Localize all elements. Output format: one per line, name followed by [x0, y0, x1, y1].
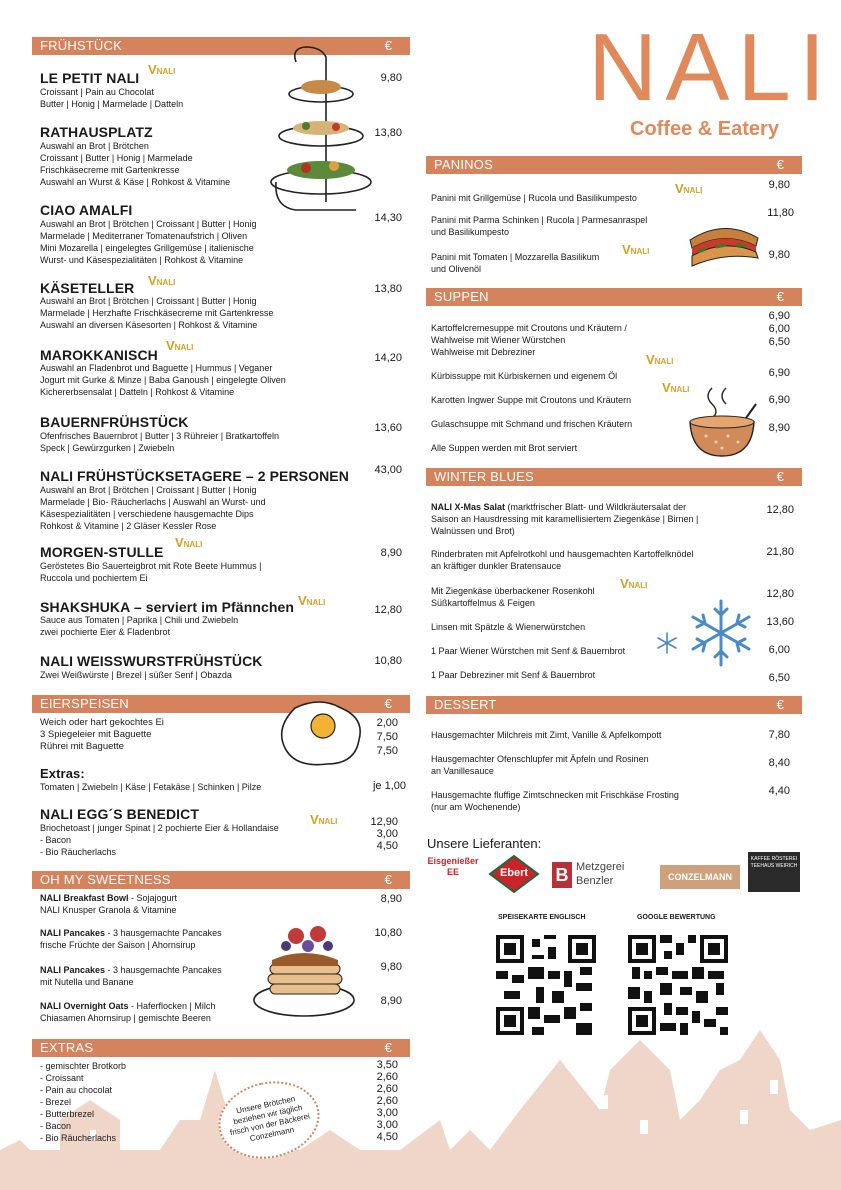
pancakes-illustration	[252, 920, 362, 1020]
item-title: MORGEN-STULLE	[40, 544, 164, 560]
supplier-logo-text: Ebert	[499, 867, 529, 879]
item-title: KÄSETELLER	[40, 280, 135, 296]
supplier-logo-text: KAFFEE RÖSTEREI TEEHAUS WEIRICH	[750, 856, 798, 869]
item-title: BAUERNFRÜHSTÜCK	[40, 414, 189, 430]
snowflake-icon	[686, 598, 756, 668]
section-title: SUPPEN	[434, 289, 489, 304]
vegan-badge-text: NALI	[630, 247, 650, 256]
benzler-b-icon: B	[552, 862, 572, 888]
currency-label: €	[776, 289, 784, 304]
item-price: 9,80	[380, 72, 402, 84]
currency-label: €	[776, 157, 784, 172]
extras-desc: Tomaten | Zwiebeln | Käse | Fetakäse | Schinken | Pilze	[40, 782, 262, 792]
item-price: 10,80	[374, 655, 402, 667]
winter-item-desc: (marktfrischer Blatt- und Wildkräutersalat der Saison an Hausdressing mit karamellisiertem Ziegenkäse | Birnen | Walnüssen und Brot)	[431, 502, 699, 536]
soup-item: Gulaschsuppe mit Schmand und frischen Kräutern	[431, 419, 633, 429]
soup-price: 8,90	[768, 422, 790, 434]
benedict-prices: 12,90 3,00 4,50	[370, 816, 398, 852]
item-desc: Auswahl an Brot | Brötchen Croissant | Butter | Honig | Marmelade Frischkäsecreme mit Gartenkresse Auswahl an Wurst & Käse | Rohkost & Vitamine	[40, 141, 231, 187]
dessert-price: 7,80	[768, 729, 790, 741]
dessert-price: 4,40	[768, 785, 790, 797]
section-header-extras	[32, 1039, 410, 1057]
bakery-stamp-text: Unsere Brötchen beziehen wir täglich frisch von der Bäckerei Conzelmann	[229, 1094, 311, 1144]
currency-label: €	[776, 469, 784, 484]
section-header-paninos	[426, 156, 802, 174]
item-desc: Geröstetes Bio Sauerteigbrot mit Rote Beete Hummus | Ruccola und pochiertem Ei	[40, 561, 262, 583]
section-header-winter	[426, 468, 802, 486]
soup-price: 6,90	[768, 394, 790, 406]
winter-item: 1 Paar Wiener Würstchen mit Senf & Bauernbrot	[431, 646, 626, 656]
panino-item: Panini mit Parma Schinken | Rucola | Parmesanraspel und Basilikumpesto	[431, 215, 648, 237]
item-price: 12,80	[374, 604, 402, 616]
vegan-badge: VNALI	[166, 338, 194, 353]
item-desc: Auswahl an Brot | Brötchen | Croissant | Butter | Honig Marmelade | Herzhafte Frischkäsecreme mit Gartenkresse Auswahl an diversen Käsesorten | Rohkost & Vitamine	[40, 296, 274, 330]
vegan-badge-text: NALI	[183, 540, 203, 549]
currency-label: €	[384, 872, 392, 887]
sweet-item-price: 8,90	[380, 893, 402, 905]
soup-item: Alle Suppen werden mit Brot serviert	[431, 443, 578, 453]
sweet-item-text	[40, 1000, 215, 1024]
item-desc: Auswahl an Brot | Brötchen | Croissant | Butter | Honig Marmelade | Bio- Räucherlachs | Auswahl an Wurst- und Käsespezialitäten | verschiedene hausgemachte Dips Rohkost & Vitamine | 2 Gläser Kessler Rose	[40, 485, 266, 531]
item-title: MAROKKANISCH	[40, 347, 158, 363]
dessert-item: Hausgemachter Milchreis mit Zimt, Vanille & Apfelkompott	[431, 730, 662, 740]
item-title: LE PETIT NALI	[40, 70, 140, 86]
section-title: FRÜHSTÜCK	[40, 38, 122, 53]
vegan-badge: VNALI	[662, 380, 690, 395]
vegan-badge-text: NALI	[628, 581, 648, 590]
supplier-logo-text: Eisgenießer EE	[427, 856, 479, 877]
panino-item: Panini mit Tomaten | Mozzarella Basilikum und Olivenöl	[431, 252, 600, 274]
vegan-badge-text: NALI	[654, 357, 674, 366]
item-title: SHAKSHUKA – serviert im Pfännchen	[40, 599, 295, 615]
sweet-item-name: NALI Pancakes	[40, 928, 106, 938]
sweet-item-desc: - 3 hausgemachte Pancakes mit Nutella und Banane	[40, 965, 222, 987]
currency-label: €	[384, 1040, 392, 1055]
sweet-item-price: 9,80	[380, 961, 402, 973]
supplier-logo-benzler	[552, 858, 652, 892]
currency-label: €	[384, 696, 392, 711]
panino-price: 9,80	[768, 179, 790, 191]
sweet-item-text	[40, 927, 222, 951]
supplier-logo-text: CONZELMANN	[668, 872, 732, 882]
item-desc: Sauce aus Tomaten | Paprika | Chili und Zwiebeln zwei pochierte Eier & Fladenbrot	[40, 615, 239, 637]
supplier-logo-text: Metzgerei Benzler	[576, 861, 625, 887]
vegan-badge-text: NALI	[156, 278, 176, 287]
egg-dishes-list: Weich oder hart gekochtes Ei 3 Spiegeleier mit Baguette Rührei mit Baguette	[40, 717, 164, 752]
winter-price: 12,80	[766, 588, 794, 600]
section-title: DESSERT	[434, 697, 497, 712]
vegan-badge: VNALI	[646, 352, 674, 367]
sweet-item-name: NALI Pancakes	[40, 965, 106, 975]
winter-price: 13,60	[766, 616, 794, 628]
currency-label: €	[776, 697, 784, 712]
soup-price: 6,90	[768, 367, 790, 379]
suppliers-title: Unsere Lieferanten:	[427, 836, 542, 851]
vegan-badge: VNALI	[298, 593, 326, 608]
extras-title: Extras:	[40, 766, 85, 781]
dessert-price: 8,40	[768, 757, 790, 769]
item-title: CIAO AMALFI	[40, 202, 133, 218]
sweet-item-price: 10,80	[374, 927, 402, 939]
soup-price: 6,90 6,00 6,50	[768, 310, 790, 348]
section-title: PANINOS	[434, 157, 493, 172]
dessert-item: Hausgemachte fluffige Zimtschnecken mit Frischkäse Frosting (nur am Wochenende)	[431, 790, 679, 812]
supplier-logo-weirich	[748, 852, 800, 892]
extras-price: je 1,00	[372, 780, 406, 792]
qr-code-english-menu[interactable]	[496, 935, 596, 1035]
benedict-title: NALI EGG´S BENEDICT	[40, 806, 200, 822]
extras-list: - gemischter Brotkorb - Croissant - Pain au chocolat - Brezel - Butterbrezel - Bacon - Bio Räucherlachs	[40, 1061, 127, 1143]
egg-dishes-prices: 2,00 7,50 7,50	[376, 717, 398, 757]
section-header-dessert	[426, 696, 802, 714]
vegan-badge: VNALI	[175, 535, 203, 550]
benedict-desc: Briochetoast | junger Spinat | 2 pochierte Eier & Hollandaise - Bacon - Bio Räucherlachs	[40, 823, 279, 857]
qr-code-google-review[interactable]	[628, 935, 728, 1035]
winter-item: Mit Ziegenkäse überbackener Rosenkohl Süßkartoffelmus & Feigen	[431, 586, 595, 608]
item-desc: Auswahl an Fladenbrot und Baguette | Hummus | Veganer Jogurt mit Gurke & Minze | Baba Ganoush | eingelegte Oliven Kichererbsensalat | Datteln | Rohkost & Vitamine	[40, 363, 286, 397]
soup-bowl-illustration	[686, 384, 758, 460]
currency-label: €	[384, 38, 392, 53]
winter-item	[431, 501, 698, 537]
supplier-logo-ebert	[488, 854, 540, 894]
vegan-badge: VNALI	[620, 576, 648, 591]
sweet-item-text	[40, 964, 222, 988]
sweet-item-desc: - Haferflocken | Milch Chiasamen Ahornsirup | gemischte Beeren	[40, 1001, 216, 1023]
winter-item: Rinderbraten mit Apfelrotkohl und hausgemachten Kartoffelknödel an kräftiger dunkler Bratensauce	[431, 549, 694, 571]
item-desc: Auswahl an Brot | Brötchen | Croissant | Butter | Honig Marmelade | Mediterraner Tomatenaufstrich | Oliven Mini Mozarella | eingelegtes Grillgemüse | italienische Wurst- und Käsespezialitäten | Rohkost & Vitamine	[40, 219, 257, 265]
vegan-badge-text: NALI	[306, 598, 326, 607]
vegan-badge: VNALI	[622, 242, 650, 257]
vegan-badge: VNALI	[310, 812, 338, 827]
sweet-item-name: NALI Overnight Oats	[40, 1001, 129, 1011]
winter-price: 21,80	[766, 546, 794, 558]
panino-item: Panini mit Grillgemüse | Rucola und Basilikumpesto	[431, 193, 637, 203]
section-title: OH MY SWEETNESS	[40, 872, 171, 887]
vegan-badge: VNALI	[675, 181, 703, 196]
vegan-badge-text: NALI	[318, 817, 338, 826]
panino-price: 11,80	[767, 207, 794, 219]
vegan-badge: VNALI	[148, 273, 176, 288]
section-title: EIERSPEISEN	[40, 696, 129, 711]
extras-prices: 3,50 2,60 2,60 2,60 3,00 3,00 4,50	[376, 1059, 398, 1143]
sweet-item-desc: - 3 hausgemachte Pancakes frische Früchte der Saison | Ahornsirup	[40, 928, 222, 950]
sweet-item-desc: - Sojajogurt NALI Knusper Granola & Vitamine	[40, 893, 178, 915]
winter-price: 12,80	[766, 504, 794, 516]
supplier-logo-conzelmann	[660, 865, 740, 889]
item-price: 43,00	[374, 464, 402, 476]
winter-price: 6,00	[768, 644, 790, 656]
brand-logo	[588, 14, 834, 150]
item-price: 8,90	[380, 547, 402, 559]
qr-label-google-review: GOOGLE BEWERTUNG	[637, 914, 716, 921]
item-title: RATHAUSPLATZ	[40, 124, 153, 140]
item-desc: Croissant | Pain au Chocolat Butter | Honig | Marmelade | Datteln	[40, 87, 184, 109]
item-price: 13,60	[374, 422, 402, 434]
winter-price: 6,50	[768, 672, 790, 684]
small-snowflake-icon	[656, 632, 678, 654]
sweet-item-text	[40, 892, 177, 916]
panino-price: 9,80	[768, 249, 790, 261]
winter-item: Linsen mit Spätzle & Wienerwürstchen	[431, 622, 586, 632]
panini-illustration	[686, 222, 762, 270]
item-title: NALI WEISSWURSTFRÜHSTÜCK	[40, 653, 263, 669]
item-desc: Ofenfrisches Bauernbrot | Butter | 3 Rühreier | Bratkartoffeln Speck | Gewürzgurken | Zwiebeln	[40, 431, 279, 453]
item-title: NALI FRÜHSTÜCKSETAGERE – 2 PERSONEN	[40, 468, 349, 484]
vegan-badge: VNALI	[148, 62, 176, 77]
winter-item: 1 Paar Debreziner mit Senf & Bauernbrot	[431, 670, 596, 680]
brand-tagline: Coffee & Eatery	[630, 118, 779, 140]
item-price: 13,80	[374, 127, 402, 139]
sweet-item-price: 8,90	[380, 995, 402, 1007]
vegan-badge-text: NALI	[156, 67, 176, 76]
sweet-item-name: NALI Breakfast Bowl	[40, 893, 129, 903]
section-title: WINTER BLUES	[434, 469, 534, 484]
item-price: 13,80	[374, 283, 402, 295]
section-title: EXTRAS	[40, 1040, 94, 1055]
section-header-sweetness	[32, 871, 410, 889]
brand-name: NALI	[588, 14, 834, 121]
vegan-badge-text: NALI	[670, 385, 690, 394]
item-desc: Zwei Weißwürste | Brezel | süßer Senf | Obazda	[40, 670, 232, 680]
vegan-badge-text: NALI	[683, 186, 703, 195]
soup-item: Karotten Ingwer Suppe mit Croutons und Kräutern	[431, 395, 632, 405]
vegan-badge-text: NALI	[174, 343, 194, 352]
supplier-logo-eisgeniesser	[427, 856, 479, 892]
soup-item: Kürbissuppe mit Kürbiskernen und eigenem Öl	[431, 371, 618, 381]
soup-item: Kartoffelcremesuppe mit Croutons und Kräutern / Wahlweise mit Wiener Würstchen Wahlweise mit Debreziner	[431, 323, 627, 357]
winter-item-name: NALI X-Mas Salat	[431, 502, 506, 512]
section-header-suppen	[426, 288, 802, 306]
qr-label-english-menu: SPEISEKARTE ENGLISCH	[498, 914, 586, 921]
item-price: 14,30	[374, 212, 402, 224]
item-price: 14,20	[374, 352, 402, 364]
dessert-item: Hausgemachter Ofenschlupfer mit Äpfeln und Rosinen an Vanillesauce	[431, 754, 649, 776]
